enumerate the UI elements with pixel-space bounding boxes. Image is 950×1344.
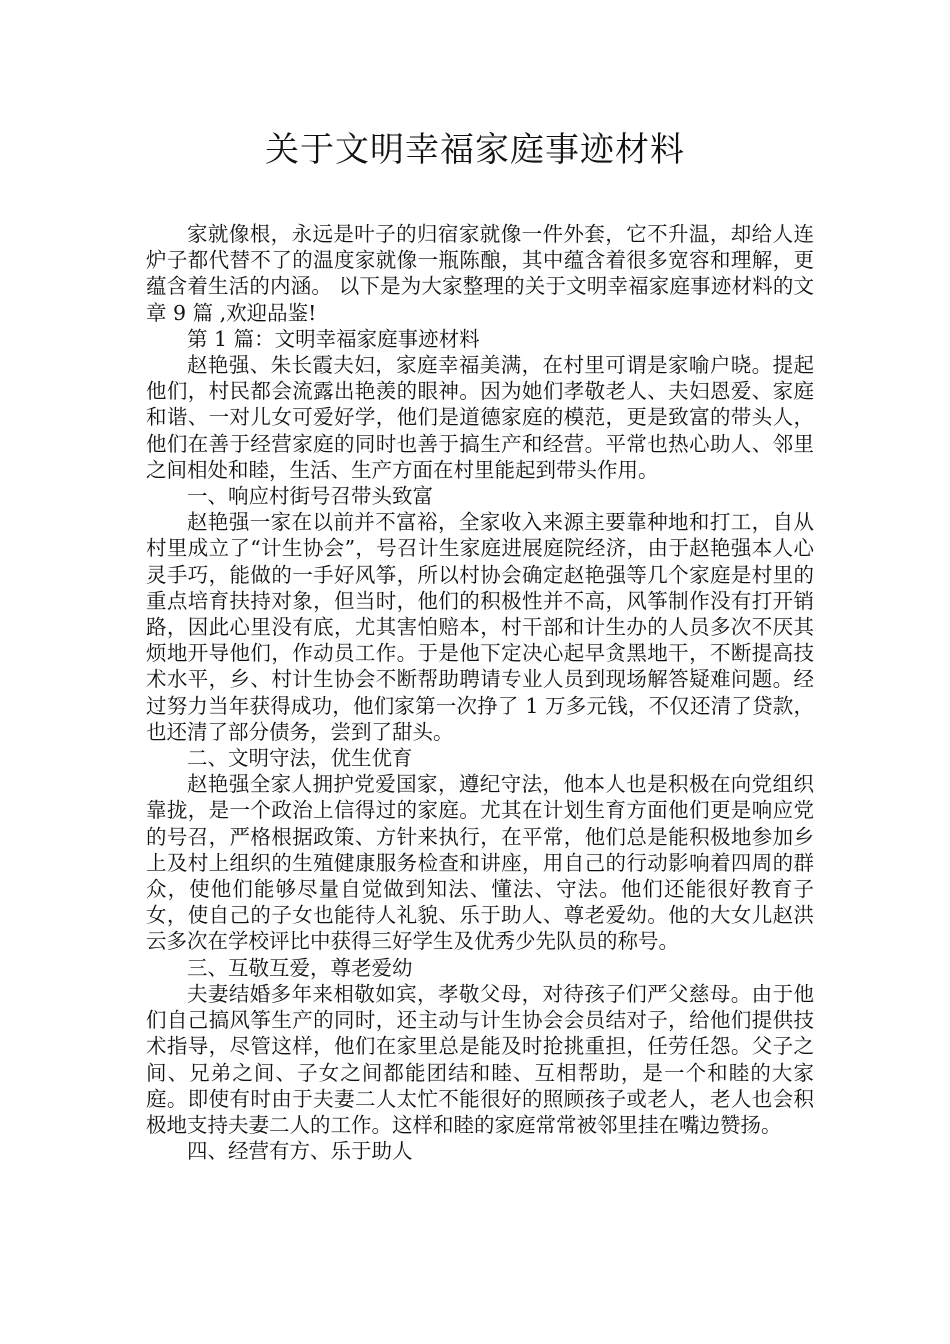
- document-title: 关于文明幸福家庭事迹材料: [265, 130, 685, 170]
- intro-paragraph: 家就像根，永远是叶子的归宿家就像一件外套，它不升温，却给人连炉子都代替不了的温度家就像一瓶陈酿，其中蕴含着很多宽容和理解，更蕴含着生活的内涵。 以下是为大家整理的关于文明幸福家庭事迹材料的文章 9 篇 ,欢迎品鉴!: [146, 222, 814, 325]
- body-paragraph: 赵艳强全家人拥护党爱国家，遵纪守法，他本人也是积极在向党组织靠拢，是一个政治上信得过的家庭。尤其在计划生育方面他们更是响应党的号召，严格根据政策、方针来执行，在平常，他们总是能积极地参加乡上及村上组织的生殖健康服务检查和讲座，用自己的行动影响着四周的群众，使他们能够尽量自觉做到知法、懂法、守法。他们还能很好教育子女，使自己的子女也能待人礼貌、乐于助人、尊老爱幼。他的大女儿赵洪云多次在学校评比中获得三好学生及优秀少先队员的称号。: [146, 772, 814, 954]
- document-body: [146, 221, 814, 1164]
- body-paragraph: 赵艳强一家在以前并不富裕，全家收入来源主要靠种地和打工，自从村里成立了“计生协会”，号召计生家庭进展庭院经济，由于赵艳强本人心灵手巧，能做的一手好风筝，所以村协会确定赵艳强等几个家庭是村里的重点培育扶持对象，但当时，他们的积极性并不高，风筝制作没有打开销路，因此心里没有底，尤其害怕赔本，村干部和计生办的人员多次不厌其烦地开导他们，作动员工作。于是他下定决心起早贪黑地干，不断提高技术水平，乡、村计生协会不断帮助聘请专业人员到现场解答疑难问题。经过努力当年获得成功，他们家第一次挣了 1 万多元钱，不仅还清了贷款，也还清了部分债务，尝到了甜头。: [146, 510, 814, 744]
- section-heading: 二、文明守法，优生优育: [187, 746, 413, 771]
- body-paragraph: 赵艳强、朱长霞夫妇，家庭幸福美满，在村里可谓是家喻户晓。提起他们，村民都会流露出艳羡的眼神。因为她们孝敬老人、夫妇恩爱、家庭和谐、一对儿女可爱好学，他们是道德家庭的模范，更是致富的带头人，他们在善于经营家庭的同时也善于搞生产和经营。平常也热心助人、邻里之间相处和睦，生活、生产方面在村里能起到带头作用。: [146, 353, 814, 482]
- section-heading: 四、经营有方、乐于助人: [187, 1139, 413, 1164]
- body-paragraph: 夫妻结婚多年来相敬如宾，孝敬父母，对待孩子们严父慈母。由于他们自己搞风筝生产的同时，还主动与计生协会会员结对子，给他们提供技术指导，尽管这样，他们在家里总是能及时抢挑重担，任劳任怨。父子之间、兄弟之间、子女之间都能团结和睦、互相帮助，是一个和睦的大家庭。即使有时由于夫妻二人太忙不能很好的照顾孩子或老人，老人也会积极地支持夫妻二人的工作。这样和睦的家庭常常被邻里挂在嘴边赞扬。: [146, 981, 814, 1137]
- section-heading: 一、响应村街号召带头致富: [187, 484, 433, 509]
- article-heading: 第 1 篇：文明幸福家庭事迹材料: [187, 326, 480, 351]
- section-heading: 三、互敬互爱，尊老爱幼: [187, 955, 413, 980]
